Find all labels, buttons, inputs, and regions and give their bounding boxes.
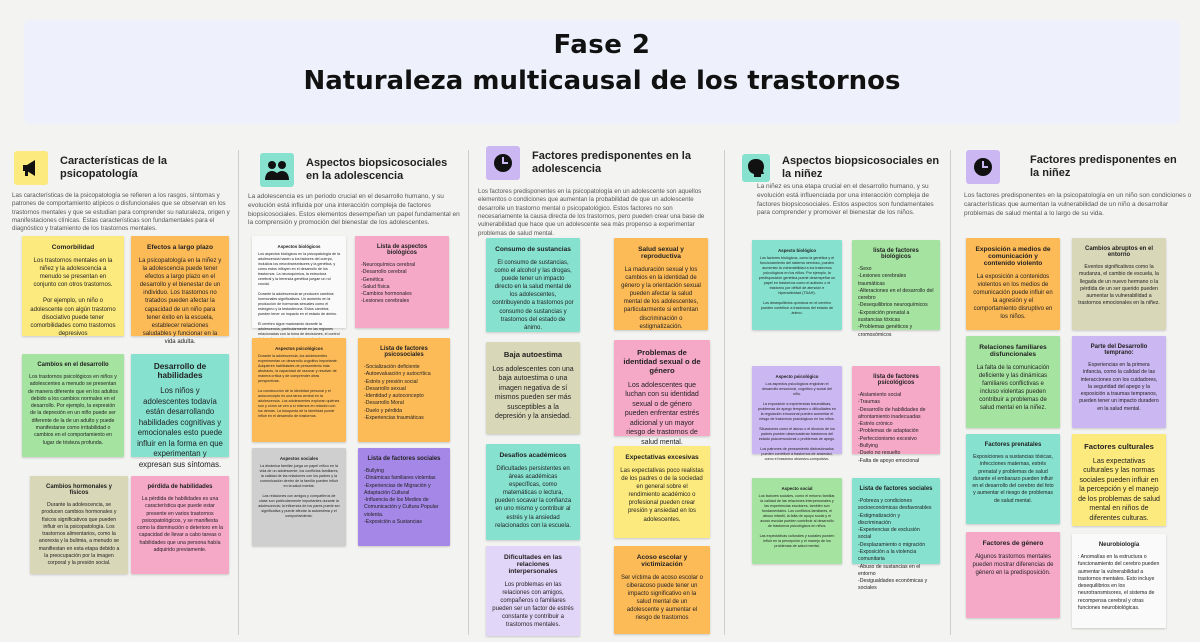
note-title: Acoso escolar y victimización — [636, 554, 688, 568]
sticky-note — [614, 238, 708, 330]
note-body: Los factores biológicos, como la genética y el funcionamiento del sistema nervioso, pueden aumentar la vulnerabilidad a los trastornos psicológicos en los niños. Por ejemplo, la predisposición genética puede desempeñar un papel en trastornos como el autismo o el trastorno por déficit de atención e hiperactividad (TDAH). Los desequilibrios químicos en el cerebro pueden contribuir a trastornos del estado de ánimo. — [758, 256, 836, 315]
clock-icon — [966, 150, 1000, 184]
sticky-note — [966, 238, 1060, 330]
note-title: Efectos a largo plazo — [147, 244, 213, 251]
sticky-note — [252, 338, 346, 442]
head-icon — [742, 154, 770, 182]
note-title: Lista de factores sociales — [859, 486, 933, 492]
note-body: Los aspectos psicológicos engloban el desarrollo emocional, cognitivo y social del niño. La exposición a experiencias traumáticas, problemas de apego temprano o dificultades en la regulación emocional pueden aumentar el riesgo de trastornos psicológicos en los niños. Situaciones como el abuso o el divorcio de los padres pueden desencadenar trastornos del estado psicoemocional o problemas de apego. Los patrones de pensamiento distorsionados pueden contribuir a trastornos de ansiedad, como el trastorno obsesivo-compulsivo. — [758, 382, 836, 461]
note-body: La dinámica familiar juega un papel crítico en la vida de un adolescente, los conflictos familiares, la calidad de las relaciones con los padres y la comunicación dentro de la familia pueden influir en la salud mental. Las relaciones con amigos y compañeros de clase son particularmente importantes durante la adolescencia; la influencia de los pares puede ser significativa y puede afectar la autoestima y el comportamiento. — [258, 464, 340, 518]
note-body: -Neuroquímica cerebral -Desarrollo cerebral -Genética -Salud física -Cambios hormonales -Lesiones cerebrales — [361, 262, 416, 305]
note-body: Los problemas en las relaciones con amigos, compañeros o familiares pueden ser un factor de estrés constante y contribuir a trastornos mentales. — [492, 582, 574, 629]
note-title: Lista de factores sociales — [367, 456, 441, 462]
section-description: Los factores predisponentes en la psicopatología en un adolescente son aquellos elementos o condiciones que aumentan la probabilidad de que un adolescente desarrolle un trastorno mental o psicopatológico. Estos factores no son necesariamente la causa directa de los trastornos, pero pueden crear una base de vulnerabilidad que hace que un adolescente sea más propenso a experimentar problemas de salud mental. — [478, 188, 705, 237]
sticky-note — [966, 532, 1060, 618]
section-description: La niñez es una etapa crucial en el desarrollo humano, y su evolución está influenciada por una interacción compleja de factores biopsicosociales. Estos aspectos son fundamentales para comprender y promover el bienestar de los niños. — [757, 183, 934, 217]
note-body: Las expectativas culturales y las normas sociales pueden influir en la percepción y el manejo de los problemas de salud mental en niños de diferentes culturas. — [1078, 458, 1160, 522]
note-title: Neurobiología — [1098, 542, 1140, 548]
column-divider — [950, 150, 951, 635]
clock-icon — [486, 146, 520, 180]
sticky-note — [1072, 434, 1166, 526]
note-body: Los aspectos biológicos en la psicopatología de la adolescencia hacen a los factores del cuerpo, incluidos los neurotransmisores y la genética, y cómo estos influyen en el desarrollo de los trastornos. La neuroquímica, la estructura cerebral y la herencia genética juegan un rol crucial. Durante la adolescencia se producen cambios hormonales significativos. Un aumento en la producción de hormonas sexuales como el estrógeno y la testosterona. Estos cambios pueden tener un impacto en el estado de ánimo. El cerebro sigue madurando durante la adolescencia, particularmente en las regiones relacionadas con la toma de decisiones, el control — [258, 252, 341, 336]
section-heading: Aspectos biopsicosociales en la adolescencia — [306, 156, 448, 182]
note-title: Problemas de identidad sexual o de género — [623, 348, 701, 375]
sticky-note — [966, 336, 1060, 428]
sticky-note — [486, 342, 580, 434]
sticky-note — [614, 446, 710, 538]
note-body: La psicopatología en la niñez y la adolescencia puede tener efectos a largo plazo en el desarrollo y el bienestar de un individuo. Los trastornos no tratados pueden afectar la capacidad de un niño para tener éxito en la escuela, establecer relaciones saludables y funcionar en la vida adulta. — [138, 258, 222, 345]
sticky-note — [252, 448, 346, 546]
note-body: Los factores sociales, como el entorno familiar, la calidad de las relaciones interpersonales y las experiencias escolares, también son fundamentales. Los conflictos familiares, el abuso infantil, la falta de apoyo social y el acoso escolar pueden contribuir al desarrollo de trastornos psicológicos en niños. Las expectativas culturales y sociales pueden influir en la percepción y el manejo de los problemas de salud mental. — [758, 494, 836, 548]
sticky-note — [852, 478, 940, 592]
note-body: Los adolescentes que luchan con su identidad sexual o de género pueden enfrentar estrés adicional y un mayor riesgo de trastornos de salud mental. — [624, 382, 700, 446]
note-title: lista de factores psicológicos — [873, 374, 919, 386]
note-body: -Bullying -Dinámicas familiares violentas -Experiencias de Migración y Adaptación Cultural -Influencia de los Medios de Comunicación y Cultura Popular violenta. -Exposición a Sustancias — [364, 468, 439, 525]
note-body: -Pobreza y condiciones socioeconómicas desfavorables -Estigmatización y discriminación -Experiencias de exclusión social -Desplazamiento o migración -Exposición a la violencia comunitaria -Abuso de sustancias en el entorno -Desigualdades económicas y sociales — [858, 498, 932, 592]
note-title: Comorbilidad — [51, 244, 95, 251]
note-title: Aspectos biológicos — [277, 244, 321, 249]
note-body: Durante la adolescencia, se producen cambios hormonales y físicos significativos que pueden influir en la psicopatología. Los trastornos alimentarios, como la anorexia y la bulimia, a menudo se manifiestan en esta etapa debido a la preocupación por la imagen corporal y la presión social. — [38, 502, 120, 567]
sticky-note — [22, 354, 124, 457]
section-description: Las características de la psicopatología se refieren a los rasgos, síntomas y patrones de comportamiento atípicos o disfuncionales que se observan en los trastornos mentales y que se estudian para comprender su naturaleza, origen y manifestaciones clínicas. Estas características son fundamentales para el diagnóstico y tratamiento de los trastornos mentales. — [12, 192, 230, 233]
note-title: Aspectos sociales — [279, 456, 319, 461]
note-title: pérdida de habilidades — [147, 484, 213, 490]
sticky-note — [752, 478, 842, 564]
title-banner — [24, 20, 1180, 124]
sticky-note — [131, 236, 229, 345]
section-header — [742, 150, 942, 186]
sticky-note — [358, 448, 450, 546]
note-title: Cambios en el desarrollo — [37, 362, 109, 368]
section-heading: Factores predisponentes en la niñez — [1030, 153, 1177, 179]
sticky-note — [1072, 534, 1166, 628]
section-heading: Aspectos biopsicosociales en la niñez — [782, 154, 940, 180]
section-heading: Características de la psicopatología — [60, 154, 168, 180]
note-body: La pérdida de habilidades es una característica que puede estar presente en varios trastornos psicopatológicos, y se manifiesta como la disminución o deterioro en la capacidad de llevar a cabo tareas o habilidades que una persona había adquirido previamente. — [137, 496, 223, 553]
note-title: Expectativas excesivas — [625, 454, 699, 461]
column-divider — [238, 150, 239, 635]
note-title: Aspecto social — [781, 486, 813, 491]
note-title: Consumo de sustancias — [495, 246, 571, 253]
sticky-note — [752, 240, 842, 330]
note-title: lista de factores biológicos — [873, 248, 919, 260]
section-description: Los factores predisponentes en la psicopatología en un niño son condiciones o características que aumentan la vulnerabilidad de un niño a desarrollar problemas de salud mental a lo largo de su vida. — [964, 192, 1192, 217]
note-title: Relaciones familiares disfuncionales — [979, 344, 1047, 358]
note-body: : Anomalías en la estructura o funcionamiento del cerebro pueden aumentar la vulnerabilidad a trastornos mentales. Esto incluye desequilibrios en los neurotransmisores, el sistema de recompensa cerebral y otras funciones neurobiológicas. — [1078, 554, 1160, 611]
note-body: Algunos trastornos mentales pueden mostrar diferencias de género en la predisposición. — [972, 554, 1054, 577]
note-title: Lista de factores psicosociales — [380, 346, 428, 358]
sticky-note — [486, 546, 580, 636]
sticky-note — [252, 236, 346, 336]
section-heading: Factores predisponentes en la adolescencia — [532, 149, 691, 175]
sticky-note — [852, 366, 940, 464]
section-description: La adolescencia es un periodo crucial en el desarrollo humano, y su evolución está influida por una interacción compleja de factores biopsicosociales. Estos elementos desempeñan un papel fundamental en la comprensión y promoción del bienestar de los adolescentes. — [248, 193, 460, 227]
note-body: -Socialización deficiente -Autoevaluación y autocrítica -Estrés y presión social -Desarrollo sexual -Identidad y autoconcepto -Desarrollo Moral -Duelo y pérdida -Experiencias traumáticas — [364, 364, 431, 421]
section-header — [486, 146, 720, 180]
megaphone-icon — [14, 151, 48, 185]
note-title: Factores culturales — [1084, 442, 1154, 451]
section-header — [966, 150, 1186, 184]
note-body: Exposiciones a sustancias tóxicas, infecciones maternas, estrés prenatal y problemas de salud durante el embarazo pueden influir en el desarrollo del cerebro del feto y aumentar el riesgo de problemas de salud mental. — [972, 454, 1054, 504]
section-header — [260, 150, 460, 190]
note-title: Aspecto biológico — [777, 248, 817, 253]
sticky-note — [30, 476, 128, 574]
sticky-note — [614, 340, 710, 446]
note-title: Factores de género — [982, 540, 1044, 547]
note-body: Los trastornos psicológicos en niños y adolescentes a menudo se presentan de manera diferente que en los adultos debido a los cambios normales en el desarrollo. Por ejemplo, la expresión de la depresión en un niño puede ser diferente de la de un adulto y puede manifestarse como irritabilidad o cambios en el comportamiento en lugar de tristeza profunda. — [28, 374, 118, 446]
note-title: Factores prenatales — [984, 442, 1042, 448]
note-title: Exposición a medios de comunicación y contenido violento — [975, 246, 1051, 267]
note-title: Cambios abruptos en el entorno — [1084, 246, 1153, 258]
note-title: Dificultades en las relaciones interpersonales — [504, 554, 562, 575]
note-body: Los adolescentes con una baja autoestima o una imagen negativa de sí mismos pueden ser más susceptibles a la depresión y la ansiedad. — [492, 366, 574, 421]
sticky-note — [1072, 238, 1166, 330]
sticky-note — [131, 476, 229, 574]
note-body: Los niños y adolescentes todavía están desarrollando habilidades cognitivas y emocionales esto puede influir en la forma en que experimentan y expresan sus síntomas. — [137, 386, 223, 469]
note-title: Cambios hormonales y físicos — [45, 484, 113, 496]
note-title: Lista de aspectos biológicos — [376, 244, 428, 256]
section-header — [14, 148, 234, 188]
note-title: Aspectos psicológicos — [275, 346, 323, 351]
sticky-note — [852, 240, 940, 338]
note-body: Las expectativas poco realistas de los padres o de la sociedad en general sobre el rendimiento académico o profesional pueden crear presión y ansiedad en los adolescentes. — [620, 468, 704, 523]
note-body: La exposición a contenidos violentos en los medios de comunicación puede influir en la agresión y el comportamiento disruptivo en los niños. — [973, 274, 1053, 321]
sticky-note — [614, 546, 710, 634]
sticky-note — [131, 354, 229, 469]
note-body: Durante la adolescencia, los adolescentes experimentan un desarrollo cognitivo importante. Adquieren habilidades de pensamiento más abstracto, la capacidad de razonar y resolver de manera crítica y de comprender otras perspectivas. La construcción de la identidad personal y el autoconcepto es una tarea central en la adolescencia. Los adolescentes exploran quiénes son y cómo se ven a sí mismos en relación con los demás. La búsqueda de la identidad puede influir en el desarrollo de trastornos. — [258, 354, 340, 418]
sticky-note — [966, 434, 1060, 524]
note-body: Ser víctima de acoso escolar o ciberacoso puede tener un impacto significativo en la salud mental de un adolescente y aumentar el riesgo de trastornos — [620, 575, 704, 622]
sticky-note — [1072, 336, 1166, 428]
note-body: La maduración sexual y los cambios en la identidad de género y la orientación sexual pueden afectar la salud mental de los adolescentes, particularmente si enfrentan discriminación o estigmatización. — [621, 267, 701, 330]
note-title: Desafíos académicos — [499, 452, 567, 459]
sticky-note — [752, 366, 842, 461]
note-body: Los trastornos mentales en la niñez y la adolescencia a menudo se presentan en conjunto con otros trastornos. Por ejemplo, un niño o adolescente con algún trastorno disociativo puede tener comorbilidades como trastornos depresivos — [30, 258, 116, 337]
note-body: Dificultades persistentes en áreas académicas específicas, como matemáticas o lectura, pueden socavar la confianza en uno mismo y contribuir al estrés y la ansiedad relacionados con la escuela. — [494, 466, 572, 529]
note-body: Experiencias en la primera infancia, como la calidad de las interacciones con los cuidadores, la seguridad del apego y la exposición a traumas tempranos, pueden tener un impacto duradero en la salud mental. — [1079, 362, 1159, 412]
note-body: -Sexo -Lesiones cerebrales traumáticas -Alteraciones en el desarrollo del cerebro -Desequilibrios neuroquímicos -Exposición prenatal a sustancias tóxicas -Problemas genéticos y cromosómicos — [858, 266, 934, 338]
sticky-note — [22, 236, 124, 336]
sticky-note — [486, 444, 580, 540]
note-body: El consumo de sustancias, como el alcohol y las drogas, puede tener un impacto directo en la salud mental de los adolescentes, contribuyendo a trastornos por consumo de sustancias y trastornos del estado de ánimo. — [492, 260, 574, 331]
main-title: Naturaleza multicausal de los trastornos — [303, 66, 901, 96]
column-divider — [468, 150, 469, 635]
note-title: Aspecto psicológico — [775, 374, 819, 379]
note-body: -Aislamiento social -Traumas -Desarrollo de habilidades de afrontamiento inadecuadas -Estrés crónico -Problemas de adaptación -Perfeccionismo excesivo -Bullying -Duelo no resuelto -Falta de apoyo emocional — [858, 392, 926, 464]
note-title: Parte del Desarrollo temprano: — [1090, 344, 1148, 356]
people-icon — [260, 153, 294, 187]
note-title: Baja autoestima — [503, 350, 563, 359]
sticky-note — [358, 338, 450, 442]
note-body: La falta de la comunicación deficiente y las dinámicas familiares conflictivas e incluso violentas pueden contribuir a problemas de salud mental en la niñez. — [976, 365, 1050, 412]
note-title: Salud sexual y reproductiva — [638, 246, 684, 260]
sticky-note — [486, 238, 580, 332]
phase-title: Fase 2 — [553, 30, 651, 60]
note-body: Eventos significativos como la mudanza, el cambio de escuela, la llegada de un nuevo hermano o la pérdida de un ser querido pueden aumentar la vulnerabilidad a trastornos emocionales en la niñez. — [1078, 264, 1160, 307]
column-divider — [724, 150, 725, 635]
sticky-note — [355, 236, 449, 328]
note-title: Desarrollo de habilidades — [153, 362, 207, 380]
